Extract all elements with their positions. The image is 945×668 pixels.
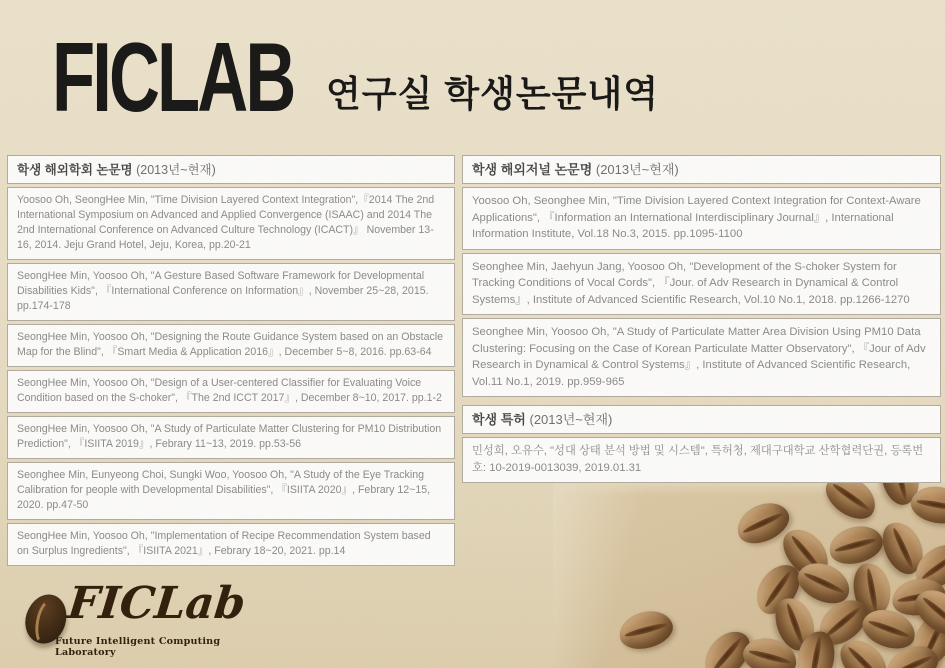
patent-header-period: (2013년~현재) [529,412,613,427]
coffee-bean [825,521,886,570]
table-row: Yoosoo Oh, Seonghee Min, "Time Division Layered Context Integration for Context-Aware Applications", 『Information an International Interdisciplinary Journal』, International Information Institute, Vol.18 No.3, 2015. pp.1095-1100 [462,187,941,250]
conference-table-header [7,155,455,184]
patent-header-label: 학생 특허 [472,412,526,427]
journal-header-period: (2013년~현재) [595,162,679,177]
patent-table [462,405,941,483]
conference-papers-table [7,155,455,569]
logo-subtitle: Future Intelligent Computing Laboratory [55,636,221,658]
table-row: Seonghee Min, Yoosoo Oh, "A Study of Particulate Matter Area Division Using PM10 Data Clustering: Focusing on the Case of Korean Particulate Matter Observatory", 『Jour of Adv Research in Dynamical & Control Systems』, Institute of Advanced Scientific Research, Vol.11 No.1, 2019. pp.959-965 [462,318,941,397]
page-title-korean: 연구실 학생논문내역 [326,73,659,114]
journal-header-label: 학생 해외저널 논문명 [472,162,593,177]
table-row: Yoosoo Oh, SeongHee Min, "Time Division Layered Context Integration",『2014 The 2nd International Symposium on Advanced and Applied Convergence (ISAAC) and 2014 The 2nd International Conference on Advanced Culture Technology (ICACT)』 November 13-16, 2014. Jeju Grand Hotel, Jeju, Korea, pp.20-21 [7,187,455,260]
coffee-beans-photo [553,477,945,668]
table-row: SeongHee Min, Yoosoo Oh, "Designing the Route Guidance System based on an Obstacle Map for the Blind", 『Smart Media & Application 2016』, December 5~8, 2016. pp.63-64 [7,324,455,367]
table-row: SeongHee Min, Yoosoo Oh, "Implementation of Recipe Recommendation System based on Surplus Ingredients", 『ISIITA 2021』, Febrary 18~20, 2021. pp.14 [7,523,455,566]
right-column [462,155,941,486]
conference-header-period: (2013년~현재) [136,163,216,177]
table-row: SeongHee Min, Yoosoo Oh, "A Study of Particulate Matter Clustering for PM10 Distribution Prediction", 『ISIITA 2019』, Febrary 11~13, 2019. pp.53-56 [7,416,455,459]
table-row: 민성희, 오유수, "성대 상태 분석 방법 및 시스템", 특허청, 제대구대학교 산학협력단권, 등록번호: 10-2019-0013039, 2019.01.31 [462,437,941,483]
table-row: Seonghee Min, Jaehyun Jang, Yoosoo Oh, "Development of the S-choker System for Tracking Conditions of Vocal Cords", 『Jour. of Adv Research in Dynamical & Control Systems』, Institute of Advanced Scientific Research, Vol.10 No.1, 2018. pp.1266-1270 [462,253,941,316]
page-title-latin: FICLAB [52,22,294,132]
conference-header-label: 학생 해외학회 논문명 [17,163,133,177]
table-row: Seonghee Min, Eunyeong Choi, Sungki Woo, Yoosoo Oh, "A Study of the Eye Tracking Calibration for people with Developmental Disabilities", 『ISIITA 2020』, Febrary 12~15, 2020. pp.47-50 [7,462,455,520]
table-row: SeongHee Min, Yoosoo Oh, "Design of a User-centered Classifier for Evaluating Voice Condition based on the S-choker", 『The 2nd ICCT 2017』, December 8~10, 2017. pp.1-2 [7,370,455,413]
patent-table-header [462,405,941,434]
ficlab-logo [18,578,248,664]
journal-papers-table [462,155,941,397]
coffee-bean [615,606,676,655]
journal-table-header [462,155,941,184]
table-row: SeongHee Min, Yoosoo Oh, "A Gesture Based Software Framework for Developmental Disabilities Kids", 『International Conference on Information』, November 25~28, 2015. pp.174-178 [7,263,455,321]
logo-wordmark: FICLab [65,578,248,629]
